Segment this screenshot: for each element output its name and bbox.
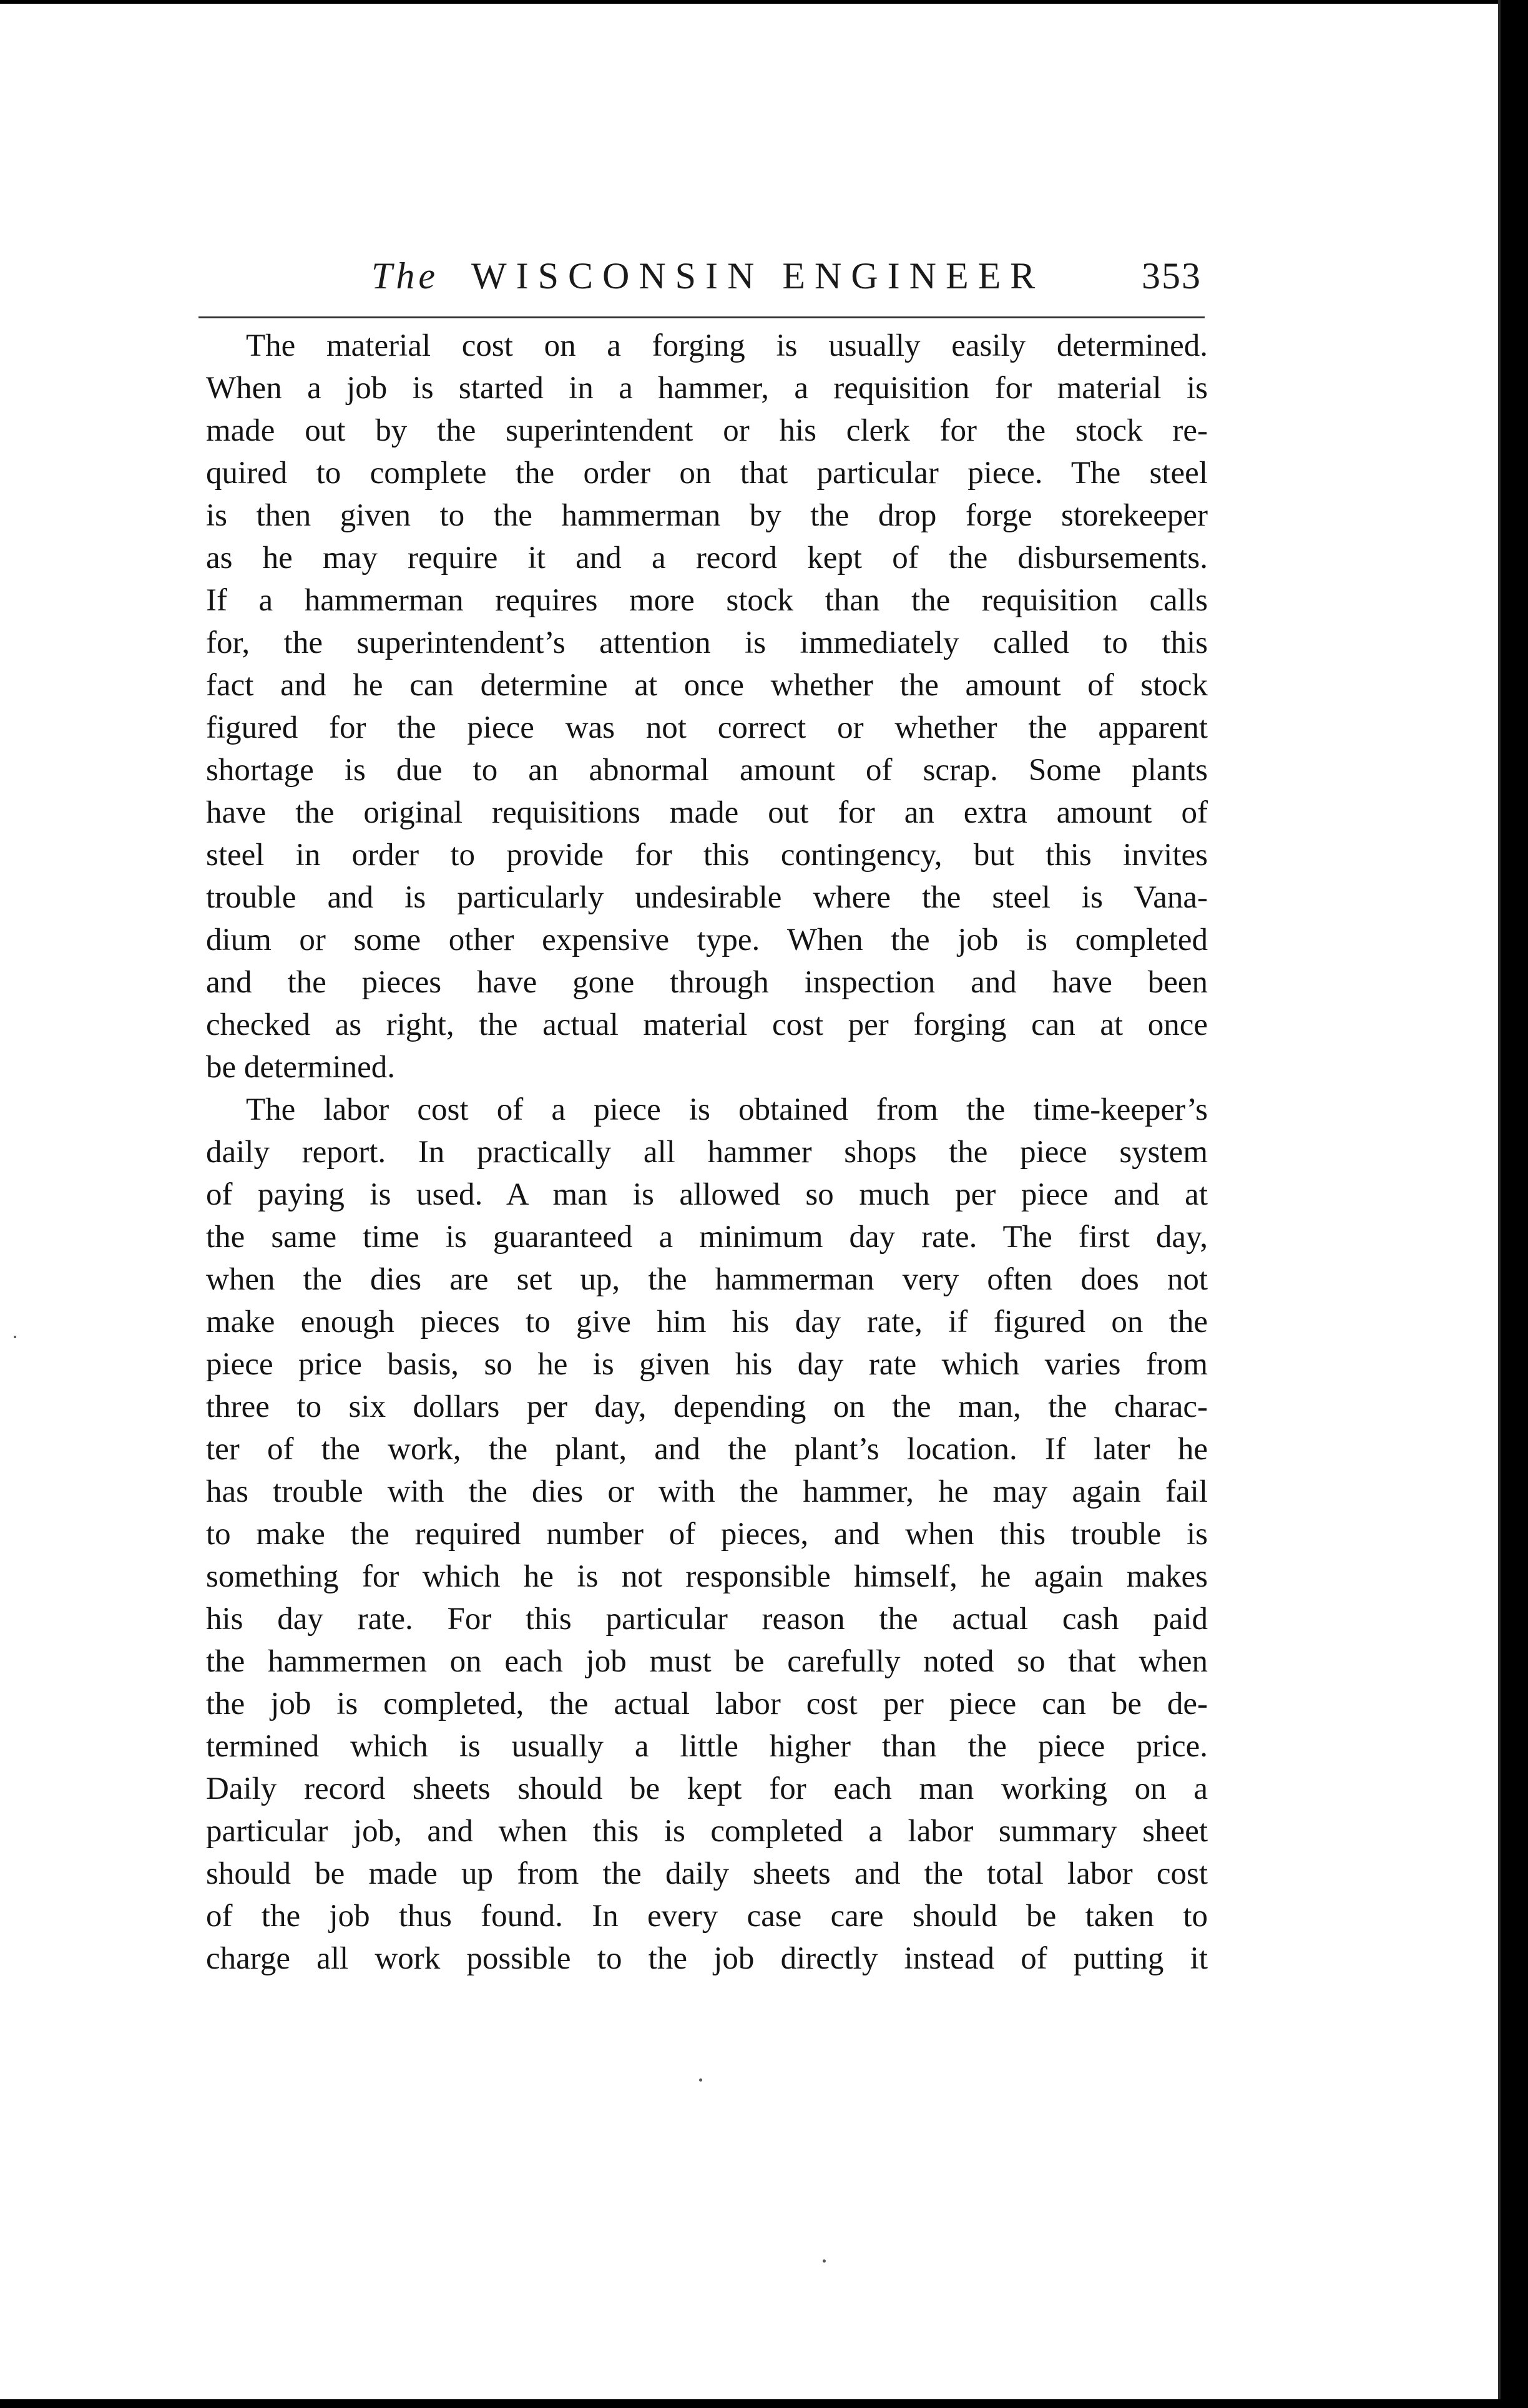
text-line: to make the required number of pieces, and when this trouble is [206,1517,1208,1552]
text-line: checked as right, the actual material cost per forging can at once [206,1007,1208,1042]
text-line: The labor cost of a piece is obtained from the time-keeper’s [246,1092,1208,1127]
text-line: is then given to the hammerman by the drop forge storekeeper [206,498,1208,533]
page-number: 353 [1142,255,1202,296]
text-line: If a hammerman requires more stock than the requisition calls [206,583,1208,618]
text-line: should be made up from the daily sheets and the total labor cost [206,1856,1208,1891]
text-line: Daily record sheets should be kept for each man working on a [206,1771,1208,1806]
scan-speck [699,2078,702,2082]
text-line: as he may require it and a record kept of the disbursements. [206,541,1208,575]
text-line: piece price basis, so he is given his day rate which varies from [206,1347,1208,1382]
text-line: fact and he can determine at once whether the amount of stock [206,668,1208,703]
text-line: has trouble with the dies or with the hammer, he may again fail [206,1474,1208,1509]
text-line: charge all work possible to the job directly instead of putting it [206,1941,1208,1976]
text-line: quired to complete the order on that particular piece. The steel [206,456,1208,491]
text-line: the job is completed, the actual labor cost per piece can be de- [206,1686,1208,1721]
text-line: and the pieces have gone through inspection and have been [206,965,1208,1000]
text-line: trouble and is particularly undesirable where the steel is Vana- [206,880,1208,915]
text-line: termined which is usually a little higher than the piece price. [206,1729,1208,1764]
text-line: his day rate. For this particular reason the actual cash paid [206,1602,1208,1637]
text-line: of the job thus found. In every case care should be taken to [206,1899,1208,1934]
running-head-article: The [371,255,439,296]
text-line: When a job is started in a hammer, a requisition for material is [206,371,1208,406]
text-line: when the dies are set up, the hammerman very often does not [206,1262,1208,1297]
text-line: figured for the piece was not correct or whether the apparent [206,710,1208,745]
paragraph-labor-cost [206,1089,1208,1980]
text-line: The material cost on a forging is usually easily determined. [246,328,1208,363]
text-line: three to six dollars per day, depending on the man, the charac- [206,1389,1208,1424]
text-line: daily report. In practically all hammer shops the piece system [206,1135,1208,1170]
text-line: have the original requisitions made out for an extra amount of [206,795,1208,830]
paragraph-material-cost [206,325,1208,1089]
text-line: the hammermen on each job must be carefully noted so that when [206,1644,1208,1679]
text-line: make enough pieces to give him his day rate, if figured on the [206,1304,1208,1339]
scan-border-bottom [0,2399,1528,2408]
text-line: the same time is guaranteed a minimum day rate. The first day, [206,1220,1208,1255]
journal-title: WISCONSIN ENGINEER [471,255,1045,296]
text-line: particular job, and when this is completed a labor summary sheet [206,1814,1208,1849]
running-head [371,250,1202,302]
text-line: something for which he is not responsible himself, he again makes [206,1559,1208,1594]
header-rule [198,316,1205,318]
text-line: be determined. [206,1050,396,1085]
text-line: for, the superintendent’s attention is immediately called to this [206,625,1208,660]
text-line: of paying is used. A man is allowed so much per piece and at [206,1177,1208,1212]
text-line: ter of the work, the plant, and the plant’s location. If later he [206,1432,1208,1467]
text-line: made out by the superintendent or his clerk for the stock re- [206,413,1208,448]
text-line: dium or some other expensive type. When the job is completed [206,923,1208,957]
scan-speck [823,2259,826,2263]
text-line: steel in order to provide for this contingency, but this invites [206,838,1208,873]
text-line: shortage is due to an abnormal amount of scrap. Some plants [206,753,1208,788]
scan-border-top [0,0,1528,4]
article-body [206,325,1208,1980]
scan-speck [14,1336,16,1338]
scan-border-right [1501,0,1528,2408]
